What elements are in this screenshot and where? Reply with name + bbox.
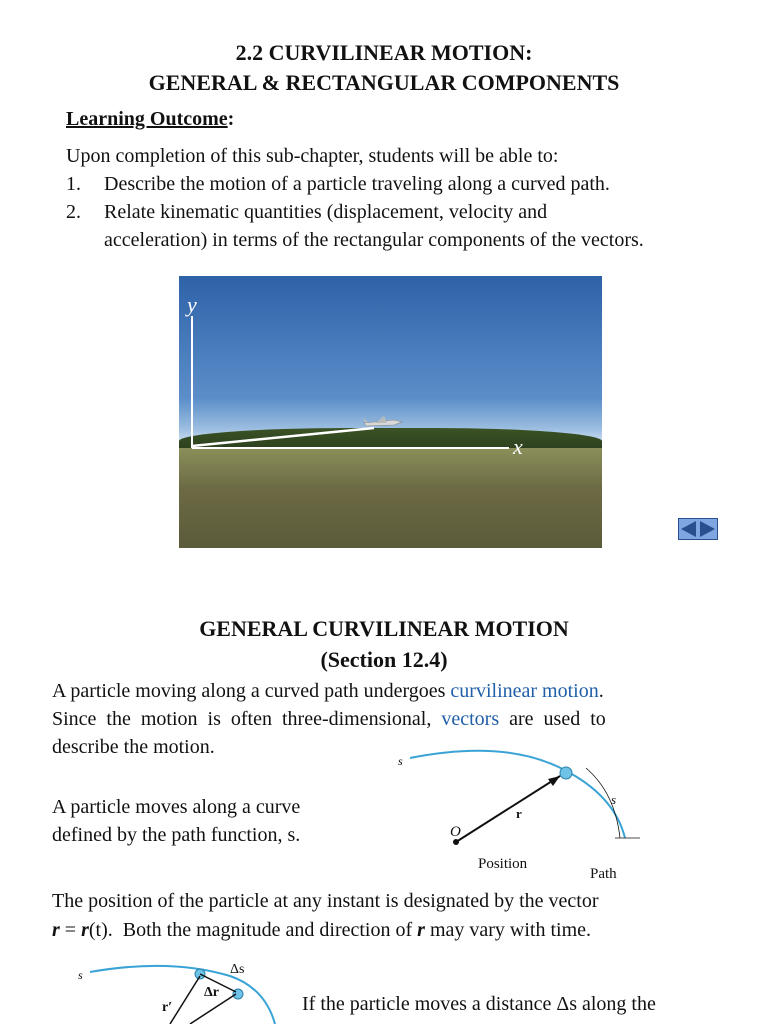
airplane-takeoff-photo	[179, 276, 602, 548]
section-subtitle: (Section 12.4)	[320, 647, 448, 672]
photo-axes-overlay	[179, 276, 602, 548]
position-vector-line	[456, 776, 560, 842]
figure1-r-label: r	[516, 806, 522, 821]
figure1-origin-label: O	[450, 824, 461, 840]
y-axis-label: y	[187, 292, 197, 317]
learning-outcome-heading: Learning Outcome:	[66, 108, 235, 130]
r-prime-vector	[170, 976, 200, 1024]
curvilinear-motion-term: curvilinear motion	[450, 680, 599, 702]
paragraph-2-line2: defined by the path function, s.	[52, 824, 301, 846]
figure1-position-label: Position	[478, 856, 528, 872]
path-curve	[410, 751, 625, 838]
paragraph-3-line1: The position of the particle at any instant is designated by the vector	[52, 890, 599, 912]
figure2-s-label: s	[78, 968, 83, 982]
section-title: GENERAL CURVILINEAR MOTION	[199, 616, 569, 641]
slide-nav-buttons[interactable]	[678, 518, 718, 540]
next-arrow-icon	[700, 521, 715, 537]
prev-arrow-icon	[681, 521, 696, 537]
outcome-item-1-number: 1.	[66, 173, 81, 195]
x-axis-label: x	[513, 434, 523, 459]
paragraph-1-line3: describe the motion.	[52, 736, 215, 758]
vectors-term: vectors	[441, 708, 500, 730]
nav-arrows-icon	[679, 519, 717, 539]
position-vector-arrowhead	[548, 776, 560, 786]
displacement-path-curve	[90, 966, 275, 1024]
figure1-arc-s-label: s	[611, 792, 617, 807]
outcome-item-2-number: 2.	[66, 201, 81, 223]
figure2-r-prime-label: r′	[162, 1000, 173, 1015]
paragraph-3-line2: r = r(t). Both the magnitude and direction of r may vary with time.	[52, 919, 592, 941]
learning-outcome-intro: Upon completion of this sub-chapter, students will be able to:	[66, 145, 559, 167]
paragraph-1-line1: A particle moving along a curved path undergoes curvilinear motion.	[52, 680, 604, 702]
figure2-delta-r-label: Δr	[204, 985, 219, 1000]
particle-icon	[560, 767, 572, 779]
outcome-item-2-text-line1: Relate kinematic quantities (displacement, velocity and	[104, 201, 548, 223]
airplane-icon	[362, 416, 402, 426]
outcome-item-2-text-line2: acceleration) in terms of the rectangular components of the vectors.	[104, 229, 644, 251]
figure1-path-label: Path	[590, 866, 617, 882]
paragraph-1-line2: Since the motion is often three-dimensional, vectors are used to	[52, 708, 606, 730]
page-title-line2: GENERAL & RECTANGULAR COMPONENTS	[148, 70, 620, 95]
paragraph-2-line1: A particle moves along a curve	[52, 796, 301, 818]
paragraph-4-line1: If the particle moves a distance Δs along the	[302, 993, 656, 1015]
outcome-item-1-text: Describe the motion of a particle traveling along a curved path.	[104, 173, 610, 195]
page-title-line1: 2.2 CURVILINEAR MOTION:	[235, 40, 533, 65]
figure1-s-label: s	[398, 754, 403, 768]
figure2-delta-s-label: Δs	[230, 962, 245, 977]
displacement-figure	[70, 958, 290, 1024]
